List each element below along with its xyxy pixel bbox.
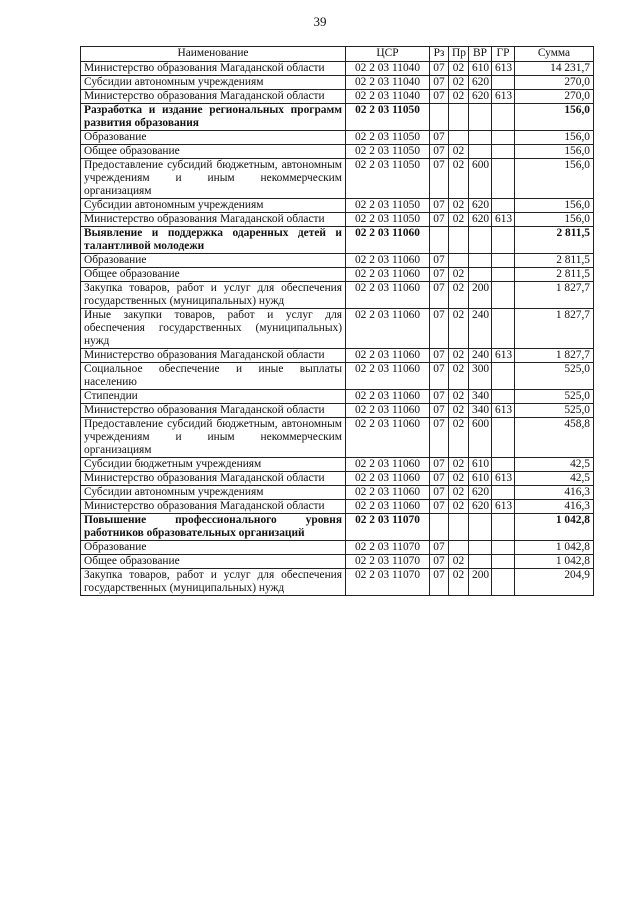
cell-vr: 200 (469, 282, 492, 309)
cell-rz: 07 (430, 569, 449, 596)
table-row (81, 76, 594, 90)
cell-vr: 610 (469, 62, 492, 76)
cell-csr: 02 2 03 11060 (346, 486, 430, 500)
cell-pr: 02 (449, 213, 469, 227)
cell-gr (492, 159, 515, 199)
cell-name: Субсидии автономным учреждениям (81, 199, 346, 213)
cell-pr: 02 (449, 404, 469, 418)
cell-sum: 156,0 (515, 159, 594, 199)
cell-rz: 07 (430, 62, 449, 76)
cell-rz: 07 (430, 131, 449, 145)
cell-gr (492, 254, 515, 268)
cell-name: Субсидии автономным учреждениям (81, 486, 346, 500)
cell-csr: 02 2 03 11060 (346, 458, 430, 472)
cell-vr: 620 (469, 213, 492, 227)
cell-vr: 610 (469, 472, 492, 486)
cell-gr: 613 (492, 500, 515, 514)
cell-vr: 240 (469, 349, 492, 363)
cell-pr: 02 (449, 486, 469, 500)
cell-name: Образование (81, 131, 346, 145)
cell-csr: 02 2 03 11050 (346, 145, 430, 159)
cell-rz: 07 (430, 254, 449, 268)
cell-name: Субсидии автономным учреждениям (81, 76, 346, 90)
table-row (81, 90, 594, 104)
cell-gr (492, 227, 515, 254)
cell-sum: 416,3 (515, 500, 594, 514)
cell-sum: 42,5 (515, 472, 594, 486)
table-row (81, 555, 594, 569)
header-pr: Пр (449, 47, 469, 62)
cell-name: Общее образование (81, 145, 346, 159)
cell-vr (469, 145, 492, 159)
cell-vr: 300 (469, 363, 492, 390)
table-row (81, 309, 594, 349)
cell-name: Иные закупки товаров, работ и услуг для обеспечения государственных (муниципальных) нужд (81, 309, 346, 349)
cell-sum: 2 811,5 (515, 227, 594, 254)
cell-pr (449, 131, 469, 145)
cell-pr: 02 (449, 309, 469, 349)
table-row (81, 349, 594, 363)
cell-rz (430, 104, 449, 131)
cell-name: Общее образование (81, 555, 346, 569)
cell-vr: 620 (469, 486, 492, 500)
cell-pr: 02 (449, 159, 469, 199)
header-name: Наименование (81, 47, 346, 62)
cell-gr (492, 486, 515, 500)
cell-rz: 07 (430, 541, 449, 555)
cell-csr: 02 2 03 11060 (346, 268, 430, 282)
table-row (81, 131, 594, 145)
cell-sum: 1 042,8 (515, 514, 594, 541)
cell-pr (449, 227, 469, 254)
cell-sum: 525,0 (515, 363, 594, 390)
cell-sum: 156,0 (515, 131, 594, 145)
cell-rz: 07 (430, 282, 449, 309)
cell-gr (492, 131, 515, 145)
cell-sum: 156,0 (515, 213, 594, 227)
cell-gr (492, 104, 515, 131)
cell-csr: 02 2 03 11040 (346, 62, 430, 76)
cell-csr: 02 2 03 11060 (346, 227, 430, 254)
cell-rz: 07 (430, 159, 449, 199)
cell-vr: 620 (469, 199, 492, 213)
cell-vr: 200 (469, 569, 492, 596)
cell-name: Общее образование (81, 268, 346, 282)
cell-vr (469, 254, 492, 268)
cell-rz: 07 (430, 418, 449, 458)
cell-sum: 2 811,5 (515, 268, 594, 282)
cell-name: Предоставление субсидий бюджетным, автономным учреждениям и иным некоммерческим организациям (81, 418, 346, 458)
cell-gr (492, 541, 515, 555)
table-row (81, 254, 594, 268)
cell-csr: 02 2 03 11040 (346, 90, 430, 104)
cell-rz: 07 (430, 404, 449, 418)
page-number: 39 (313, 14, 327, 29)
cell-gr (492, 555, 515, 569)
cell-sum: 1 827,7 (515, 309, 594, 349)
table-row (81, 390, 594, 404)
cell-pr: 02 (449, 472, 469, 486)
cell-gr (492, 268, 515, 282)
header-vr: ВР (469, 47, 492, 62)
cell-vr (469, 268, 492, 282)
cell-name: Стипендии (81, 390, 346, 404)
cell-vr: 610 (469, 458, 492, 472)
cell-csr: 02 2 03 11060 (346, 418, 430, 458)
cell-vr: 240 (469, 309, 492, 349)
cell-vr (469, 514, 492, 541)
header-csr: ЦСР (346, 47, 430, 62)
cell-pr: 02 (449, 500, 469, 514)
cell-name: Субсидии бюджетным учреждениям (81, 458, 346, 472)
cell-rz: 07 (430, 500, 449, 514)
cell-csr: 02 2 03 11060 (346, 282, 430, 309)
table-row (81, 104, 594, 131)
cell-vr: 620 (469, 90, 492, 104)
cell-rz: 07 (430, 555, 449, 569)
cell-gr (492, 309, 515, 349)
cell-rz: 07 (430, 458, 449, 472)
cell-pr: 02 (449, 90, 469, 104)
cell-pr: 02 (449, 282, 469, 309)
cell-sum: 270,0 (515, 90, 594, 104)
table-header-row (81, 47, 594, 62)
cell-rz: 07 (430, 390, 449, 404)
cell-name: Выявление и поддержка одаренных детей и талантливой молодежи (81, 227, 346, 254)
cell-pr: 02 (449, 199, 469, 213)
cell-pr: 02 (449, 418, 469, 458)
cell-rz: 07 (430, 268, 449, 282)
cell-sum: 458,8 (515, 418, 594, 458)
cell-pr (449, 514, 469, 541)
cell-csr: 02 2 03 11060 (346, 254, 430, 268)
cell-pr: 02 (449, 62, 469, 76)
table-row (81, 282, 594, 309)
cell-vr: 600 (469, 159, 492, 199)
table-row (81, 418, 594, 458)
cell-name: Министерство образования Магаданской области (81, 349, 346, 363)
cell-csr: 02 2 03 11050 (346, 104, 430, 131)
table-row (81, 458, 594, 472)
cell-pr: 02 (449, 390, 469, 404)
table-row (81, 145, 594, 159)
cell-csr: 02 2 03 11070 (346, 541, 430, 555)
cell-sum: 156,0 (515, 145, 594, 159)
cell-gr (492, 145, 515, 159)
cell-gr: 613 (492, 62, 515, 76)
cell-vr (469, 541, 492, 555)
cell-pr (449, 254, 469, 268)
cell-csr: 02 2 03 11050 (346, 199, 430, 213)
cell-sum: 156,0 (515, 104, 594, 131)
cell-pr: 02 (449, 555, 469, 569)
header-sum: Сумма (515, 47, 594, 62)
table-row (81, 541, 594, 555)
cell-name: Образование (81, 541, 346, 555)
budget-table (80, 46, 594, 596)
cell-csr: 02 2 03 11070 (346, 555, 430, 569)
cell-vr (469, 104, 492, 131)
cell-gr: 613 (492, 90, 515, 104)
cell-pr: 02 (449, 76, 469, 90)
table-row (81, 472, 594, 486)
table-row (81, 486, 594, 500)
cell-rz: 07 (430, 90, 449, 104)
cell-gr (492, 514, 515, 541)
cell-gr (492, 569, 515, 596)
cell-csr: 02 2 03 11060 (346, 500, 430, 514)
cell-gr (492, 199, 515, 213)
cell-gr: 613 (492, 213, 515, 227)
cell-sum: 14 231,7 (515, 62, 594, 76)
cell-gr (492, 282, 515, 309)
cell-csr: 02 2 03 11050 (346, 131, 430, 145)
cell-sum: 2 811,5 (515, 254, 594, 268)
cell-csr: 02 2 03 11050 (346, 159, 430, 199)
cell-sum: 204,9 (515, 569, 594, 596)
table-row (81, 514, 594, 541)
cell-pr (449, 541, 469, 555)
cell-sum: 1 042,8 (515, 541, 594, 555)
cell-pr: 02 (449, 458, 469, 472)
cell-csr: 02 2 03 11070 (346, 514, 430, 541)
cell-csr: 02 2 03 11040 (346, 76, 430, 90)
cell-sum: 156,0 (515, 199, 594, 213)
cell-gr (492, 390, 515, 404)
cell-gr: 613 (492, 472, 515, 486)
cell-csr: 02 2 03 11060 (346, 309, 430, 349)
cell-name: Социальное обеспечение и иные выплаты населению (81, 363, 346, 390)
cell-name: Министерство образования Магаданской области (81, 213, 346, 227)
cell-csr: 02 2 03 11060 (346, 363, 430, 390)
cell-rz: 07 (430, 486, 449, 500)
table-row (81, 227, 594, 254)
cell-rz (430, 227, 449, 254)
cell-name: Министерство образования Магаданской области (81, 62, 346, 76)
cell-rz: 07 (430, 309, 449, 349)
cell-csr: 02 2 03 11060 (346, 349, 430, 363)
cell-vr (469, 131, 492, 145)
cell-vr: 600 (469, 418, 492, 458)
cell-gr: 613 (492, 349, 515, 363)
cell-sum: 525,0 (515, 390, 594, 404)
cell-csr: 02 2 03 11060 (346, 472, 430, 486)
cell-rz: 07 (430, 363, 449, 390)
table-body (81, 62, 594, 596)
cell-name: Предоставление субсидий бюджетным, автономным учреждениям и иным некоммерческим организациям (81, 159, 346, 199)
cell-rz: 07 (430, 145, 449, 159)
table-row (81, 213, 594, 227)
cell-gr (492, 458, 515, 472)
cell-vr: 340 (469, 404, 492, 418)
cell-gr (492, 363, 515, 390)
cell-csr: 02 2 03 11050 (346, 213, 430, 227)
cell-name: Министерство образования Магаданской области (81, 90, 346, 104)
cell-csr: 02 2 03 11070 (346, 569, 430, 596)
cell-vr: 340 (469, 390, 492, 404)
table-row (81, 268, 594, 282)
cell-pr: 02 (449, 569, 469, 596)
cell-sum: 416,3 (515, 486, 594, 500)
cell-sum: 42,5 (515, 458, 594, 472)
header-rz: Рз (430, 47, 449, 62)
table-row (81, 500, 594, 514)
cell-name: Министерство образования Магаданской области (81, 500, 346, 514)
cell-pr: 02 (449, 268, 469, 282)
cell-pr: 02 (449, 145, 469, 159)
cell-gr: 613 (492, 404, 515, 418)
cell-pr (449, 104, 469, 131)
cell-vr: 620 (469, 76, 492, 90)
cell-rz: 07 (430, 76, 449, 90)
cell-rz: 07 (430, 472, 449, 486)
cell-rz: 07 (430, 199, 449, 213)
cell-pr: 02 (449, 363, 469, 390)
cell-pr: 02 (449, 349, 469, 363)
cell-vr (469, 555, 492, 569)
table-row (81, 569, 594, 596)
table-row (81, 62, 594, 76)
cell-name: Повышение профессионального уровня работников образовательных организаций (81, 514, 346, 541)
cell-sum: 1 042,8 (515, 555, 594, 569)
header-gr: ГР (492, 47, 515, 62)
table-row (81, 363, 594, 390)
cell-csr: 02 2 03 11060 (346, 404, 430, 418)
cell-rz: 07 (430, 349, 449, 363)
cell-gr (492, 418, 515, 458)
table-row (81, 199, 594, 213)
cell-csr: 02 2 03 11060 (346, 390, 430, 404)
cell-gr (492, 76, 515, 90)
cell-name: Закупка товаров, работ и услуг для обеспечения государственных (муниципальных) нужд (81, 569, 346, 596)
table-row (81, 159, 594, 199)
cell-name: Образование (81, 254, 346, 268)
cell-name: Министерство образования Магаданской области (81, 404, 346, 418)
cell-vr: 620 (469, 500, 492, 514)
cell-name: Министерство образования Магаданской области (81, 472, 346, 486)
cell-sum: 525,0 (515, 404, 594, 418)
cell-name: Разработка и издание региональных программ развития образования (81, 104, 346, 131)
cell-sum: 1 827,7 (515, 282, 594, 309)
cell-name: Закупка товаров, работ и услуг для обеспечения государственных (муниципальных) нужд (81, 282, 346, 309)
table-row (81, 404, 594, 418)
cell-rz: 07 (430, 213, 449, 227)
cell-sum: 270,0 (515, 76, 594, 90)
cell-sum: 1 827,7 (515, 349, 594, 363)
cell-rz (430, 514, 449, 541)
cell-vr (469, 227, 492, 254)
